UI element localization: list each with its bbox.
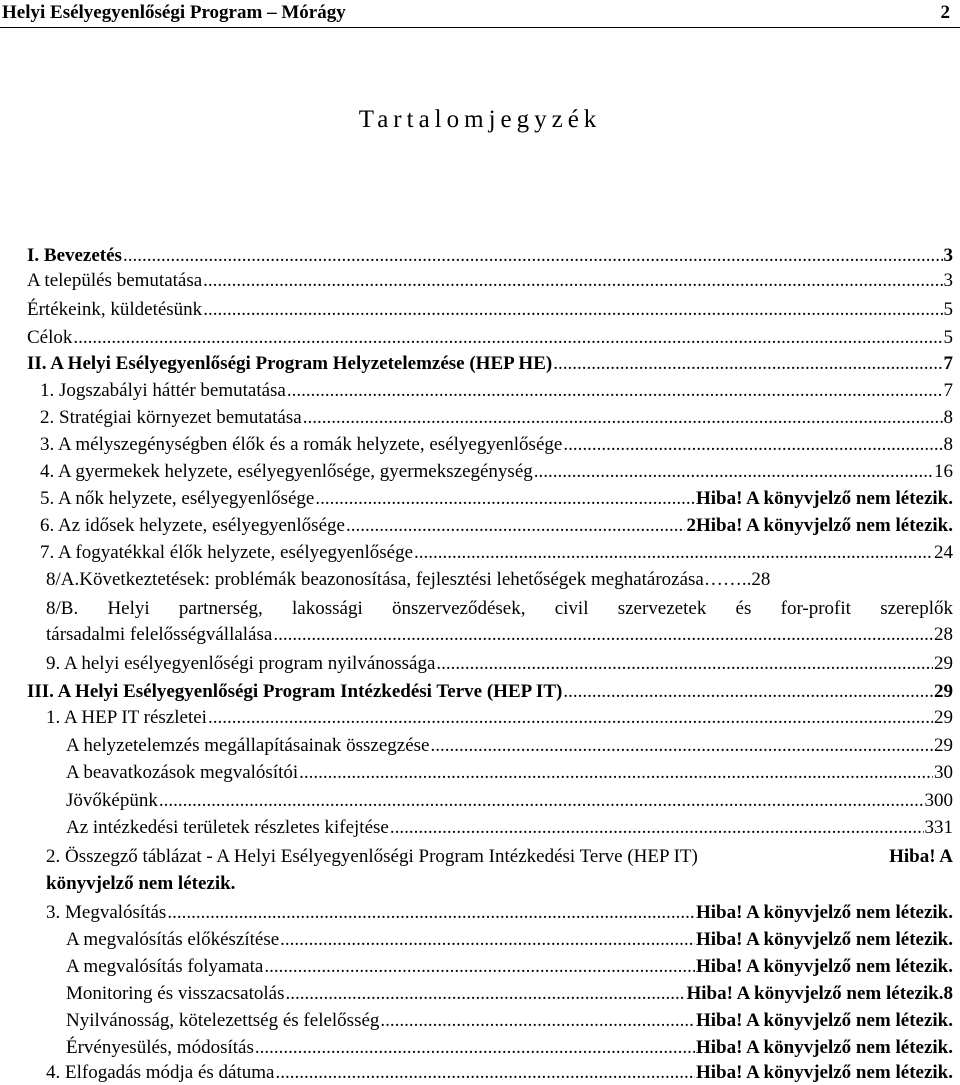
toc-entry-13[interactable]: 8/B. Helyi partnerség, lakossági önszerveződések, civil szervezetek és for-profit szereplők	[46, 598, 953, 619]
toc-leader	[203, 268, 942, 293]
toc-entry-page: 29	[934, 681, 953, 702]
toc-entry-page: 28	[934, 624, 953, 645]
toc-entry-20[interactable]	[66, 788, 953, 813]
toc-entry-9[interactable]	[40, 486, 953, 511]
toc-leader	[273, 622, 933, 647]
toc-entry-text: A beavatkozások megvalósítói	[66, 762, 299, 783]
toc-leader	[208, 705, 933, 730]
toc-entry-page: Hiba! A	[889, 846, 953, 867]
toc-entry-21[interactable]	[66, 815, 953, 840]
toc-entry-text: 7. A fogyatékkal élők helyzete, esélyegyenlősége	[40, 542, 414, 563]
toc-entry-text: 4. A gyermekek helyzete, esélyegyenlősége, gyermekszegénység	[40, 461, 533, 482]
toc-leader	[285, 981, 685, 1006]
toc-entry-4[interactable]	[27, 351, 953, 376]
toc-entry-11[interactable]	[40, 540, 953, 565]
toc-leader	[203, 297, 942, 322]
toc-entry-text: A megvalósítás előkészítése	[66, 929, 280, 950]
toc-entry-page: 7	[943, 353, 953, 374]
toc-entry-22[interactable]	[46, 844, 953, 869]
toc-entry-page: 8	[943, 434, 953, 455]
toc-entry-12[interactable]: 8/A.Következtetések: problémák beazonosítása, fejlesztési lehetőségek meghatározása……..28	[46, 569, 771, 590]
toc-entry-text: Nyilvánosság, kötelezettség és felelősség	[66, 1010, 380, 1031]
toc-entry-text: Az intézkedési területek részletes kifejtése	[66, 817, 389, 838]
toc-entry-page: 331	[924, 817, 953, 838]
toc-entry-30[interactable]	[46, 1060, 953, 1085]
toc-entry-text: 1. Jogszabályi háttér bemutatása	[40, 380, 286, 401]
toc-entry-page: 7	[943, 380, 953, 401]
toc-entry-23[interactable]: könyvjelző nem létezik.	[46, 873, 236, 894]
toc-entry-page: Hiba! A könyvjelző nem létezik.	[695, 1062, 953, 1083]
toc-leader	[390, 815, 924, 840]
toc-entry-8[interactable]	[40, 459, 953, 484]
toc-entry-text: A település bemutatása	[27, 270, 203, 291]
toc-entry-text: Jövőképünk	[66, 790, 158, 811]
toc-entry-text: Célok	[27, 327, 73, 348]
toc-entry-page: Hiba! A könyvjelző nem létezik.	[695, 488, 953, 509]
toc-entry-0[interactable]	[27, 243, 953, 268]
toc-entry-text: I. Bevezetés	[27, 245, 122, 266]
toc-leader	[303, 405, 943, 430]
toc-entry-text: 6. Az idősek helyzete, esélyegyenlősége	[40, 515, 345, 536]
toc-entry-15[interactable]	[46, 651, 953, 676]
toc-entry-page: 29	[934, 735, 953, 756]
toc-entry-page: 3	[943, 245, 953, 266]
toc-entry-text: 5. A nők helyzete, esélyegyenlősége	[40, 488, 315, 509]
toc-entry-text: 3. A mélyszegénységben élők és a romák helyzete, esélyegyenlősége	[40, 434, 563, 455]
toc-entry-page: Hiba! A könyvjelző nem létezik.	[695, 1010, 953, 1031]
header-rule	[0, 27, 960, 28]
toc-leader	[563, 679, 933, 704]
page-header	[0, 0, 960, 30]
toc-entry-text: 9. A helyi esélyegyenlőségi program nyilvánossága	[46, 653, 436, 674]
toc-entry-page: 16	[934, 461, 953, 482]
toc-entry-7[interactable]	[40, 432, 953, 457]
toc-entry-text: Értékeink, küldetésünk	[27, 299, 203, 320]
toc-entry-14[interactable]	[46, 622, 953, 647]
toc-entry-text: 4. Elfogadás módja és dátuma	[46, 1062, 275, 1083]
toc-leader	[287, 378, 943, 403]
toc-entry-29[interactable]	[66, 1035, 953, 1060]
toc-entry-page: 3	[943, 270, 953, 291]
toc-leader	[264, 954, 695, 979]
toc-entry-page: 5	[943, 299, 953, 320]
toc-leader	[553, 351, 942, 376]
toc-entry-page: Hiba! A könyvjelző nem létezik.	[695, 956, 953, 977]
toc-leader	[315, 486, 695, 511]
toc-entry-text: 2. Összegző táblázat - A Helyi Esélyegyenlőségi Program Intézkedési Terve (HEP IT)	[46, 846, 698, 867]
toc-leader	[414, 540, 933, 565]
toc-entry-3[interactable]	[27, 325, 953, 350]
toc-entry-text: Érvényesülés, módosítás	[66, 1037, 254, 1058]
toc-leader	[255, 1035, 695, 1060]
toc-entry-page: Hiba! A könyvjelző nem létezik.	[695, 1037, 953, 1058]
toc-entry-1[interactable]	[27, 268, 953, 293]
toc-entry-text: 3. Megvalósítás	[46, 902, 167, 923]
toc-entry-text: Monitoring és visszacsatolás	[66, 983, 285, 1004]
toc-entry-text: II. A Helyi Esélyegyenlőségi Program Helyzetelemzése (HEP HE)	[27, 353, 553, 374]
toc-entry-page: 29	[934, 653, 953, 674]
header-title: Helyi Esélyegyenlőségi Program – Mórágy	[2, 2, 346, 23]
toc-entry-27[interactable]	[66, 981, 953, 1006]
toc-leader	[346, 513, 686, 538]
toc-entry-28[interactable]	[66, 1008, 953, 1033]
toc-leader	[534, 459, 933, 484]
toc-leader	[167, 900, 695, 925]
toc-entry-text: A helyzetelemzés megállapításainak összegzése	[66, 735, 430, 756]
toc-entry-page: Hiba! A könyvjelző nem létezik.	[695, 902, 953, 923]
toc-entry-2[interactable]	[27, 297, 953, 322]
toc-entry-24[interactable]	[46, 900, 953, 925]
toc-entry-page: 8	[943, 407, 953, 428]
toc-entry-17[interactable]	[46, 705, 953, 730]
toc-entry-page: 300	[924, 790, 953, 811]
toc-leader	[436, 651, 933, 676]
toc-entry-19[interactable]	[66, 760, 953, 785]
toc-entry-text: 1. A HEP IT részletei	[46, 707, 207, 728]
toc-leader	[123, 243, 943, 268]
toc-leader	[159, 788, 924, 813]
toc-entry-text: társadalmi felelősségvállalása	[46, 624, 273, 645]
toc-entry-text: A megvalósítás folyamata	[66, 956, 264, 977]
toc-entry-page: Hiba! A könyvjelző nem létezik.	[695, 929, 953, 950]
header-page-number: 2	[940, 2, 950, 23]
toc-title: Tartalomjegyzék	[358, 106, 602, 133]
toc-entry-5[interactable]	[40, 378, 953, 403]
toc-entry-text: III. A Helyi Esélyegyenlőségi Program Intézkedési Terve (HEP IT)	[27, 681, 563, 702]
toc-leader	[430, 733, 933, 758]
toc-entry-page: 24	[934, 542, 953, 563]
toc-leader	[275, 1060, 695, 1085]
toc-entry-page: 2Hiba! A könyvjelző nem létezik.	[686, 515, 953, 536]
toc-entry-16[interactable]	[27, 679, 953, 704]
toc-leader	[73, 325, 942, 350]
toc-entry-page: 30	[934, 762, 953, 783]
toc-entry-page: 5	[943, 327, 953, 348]
toc-entry-6[interactable]	[40, 405, 953, 430]
toc-entry-25[interactable]	[66, 927, 953, 952]
toc-leader	[380, 1008, 695, 1033]
toc-entry-page: Hiba! A könyvjelző nem létezik.8	[686, 983, 953, 1004]
toc-entry-18[interactable]	[66, 733, 953, 758]
toc-entry-26[interactable]	[66, 954, 953, 979]
toc-leader	[563, 432, 942, 457]
toc-entry-page: 29	[934, 707, 953, 728]
toc-entry-10[interactable]	[40, 513, 953, 538]
toc-leader	[299, 760, 933, 785]
toc-leader	[280, 927, 695, 952]
toc-entry-text: 2. Stratégiai környezet bemutatása	[40, 407, 302, 428]
